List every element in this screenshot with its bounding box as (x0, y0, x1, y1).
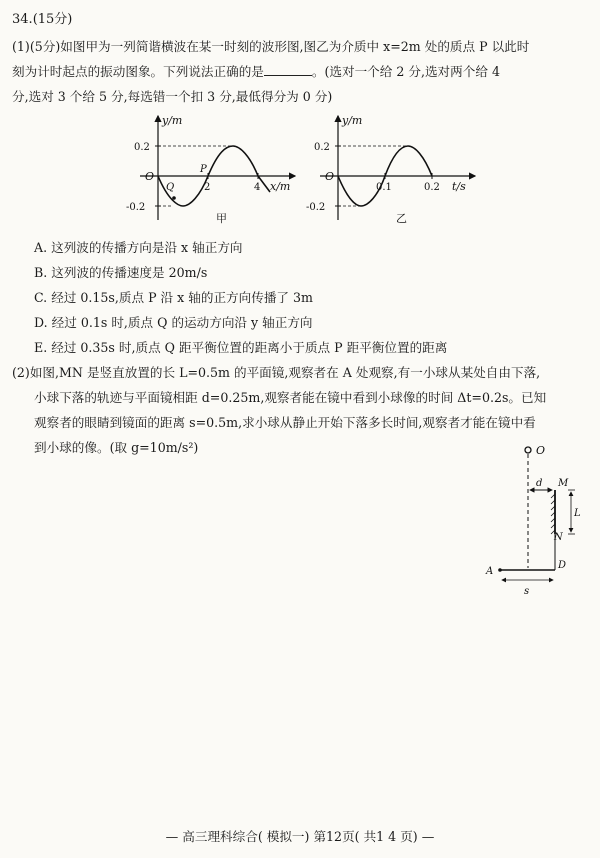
graph-caption: 乙 (396, 212, 407, 225)
option-b: B. 这列波的传播速度是 20m/s (34, 265, 208, 280)
label-m: M (558, 478, 569, 489)
y-label: y/m (342, 114, 363, 127)
part1-line1: (1)(5分)如图甲为一列简谐横波在某一时刻的波形图,图乙为介质中 x=2m 处的质点 P 以此时 (12, 39, 530, 54)
graph-caption: 甲 (216, 212, 227, 225)
t-tick-01: 0.1 (376, 182, 392, 193)
origin-label: O (325, 170, 335, 183)
t-label: t/s (452, 180, 466, 193)
x-tick-4: 4 (254, 182, 261, 193)
point-q-dot (172, 196, 176, 200)
ball (525, 447, 531, 453)
point-q-label: Q (166, 182, 175, 193)
label-o: O (536, 444, 546, 457)
t-tick-02: 0.2 (424, 182, 440, 193)
option-d: D. 经过 0.1s 时,质点 Q 的运动方向沿 y 轴正方向 (34, 315, 313, 330)
part1-line2 (12, 59, 590, 84)
label-l: L (574, 508, 581, 519)
question-header (12, 8, 72, 27)
x-tick-2: 2 (204, 182, 211, 193)
answer-blank (264, 63, 312, 76)
option-a: A. 这列波的传播方向是沿 x 轴正方向 (34, 240, 243, 255)
label-d2: D (558, 560, 567, 571)
y-top-tick: 0.2 (134, 142, 150, 153)
wave-graph-jia (120, 110, 300, 230)
question-number: 34. (12, 12, 33, 27)
y-top-tick: 0.2 (314, 142, 330, 153)
part1-line2a: 刻为计时起点的振动图象。下列说法正确的是 (12, 64, 264, 79)
page-footer: — 高三理科综合( 模拟一) 第12页( 共1 4 页) — (165, 829, 435, 844)
mirror-diagram (480, 440, 590, 600)
label-a: A (486, 566, 494, 577)
point-p-label: P (200, 164, 207, 175)
part1-line2b: 。(选对一个给 2 分,选对两个给 4 (311, 64, 500, 79)
part1-text (12, 34, 590, 109)
x-label: x/m (270, 180, 291, 193)
y-label: y/m (162, 114, 183, 127)
option-e: E. 经过 0.35s 时,质点 Q 距平衡位置的距离小于质点 P 距平衡位置的距离 (34, 340, 448, 355)
option-c: C. 经过 0.15s,质点 P 沿 x 轴的正方向传播了 3m (34, 290, 313, 305)
question-points: (15分) (32, 12, 73, 27)
part2-line4: 到小球的像。(取 g=10m/s²) (34, 440, 199, 455)
y-bottom-tick: -0.2 (126, 202, 146, 213)
part2-line1: (2)如图,MN 是竖直放置的长 L=0.5m 的平面镜,观察者在 A 处观察,有一小球从某处自由下落, (12, 365, 541, 380)
label-n: N (554, 532, 563, 543)
part1-line3: 分,选对 3 个给 5 分,每选错一个扣 3 分,最低得分为 0 分) (12, 89, 333, 104)
origin-label: O (145, 170, 155, 183)
y-bottom-tick: -0.2 (306, 202, 326, 213)
part2-line2: 小球下落的轨迹与平面镜相距 d=0.25m,观察者能在镜中看到小球像的时间 Δt=0.2s。已知 (34, 390, 547, 405)
label-d: d (536, 478, 543, 489)
label-s: s (524, 586, 530, 597)
part2-line3: 观察者的眼睛到镜面的距离 s=0.5m,求小球从静止开始下落多长时间,观察者才能在镜中看 (34, 415, 536, 430)
vibration-graph-yi (300, 110, 480, 230)
observer-point (498, 568, 502, 572)
